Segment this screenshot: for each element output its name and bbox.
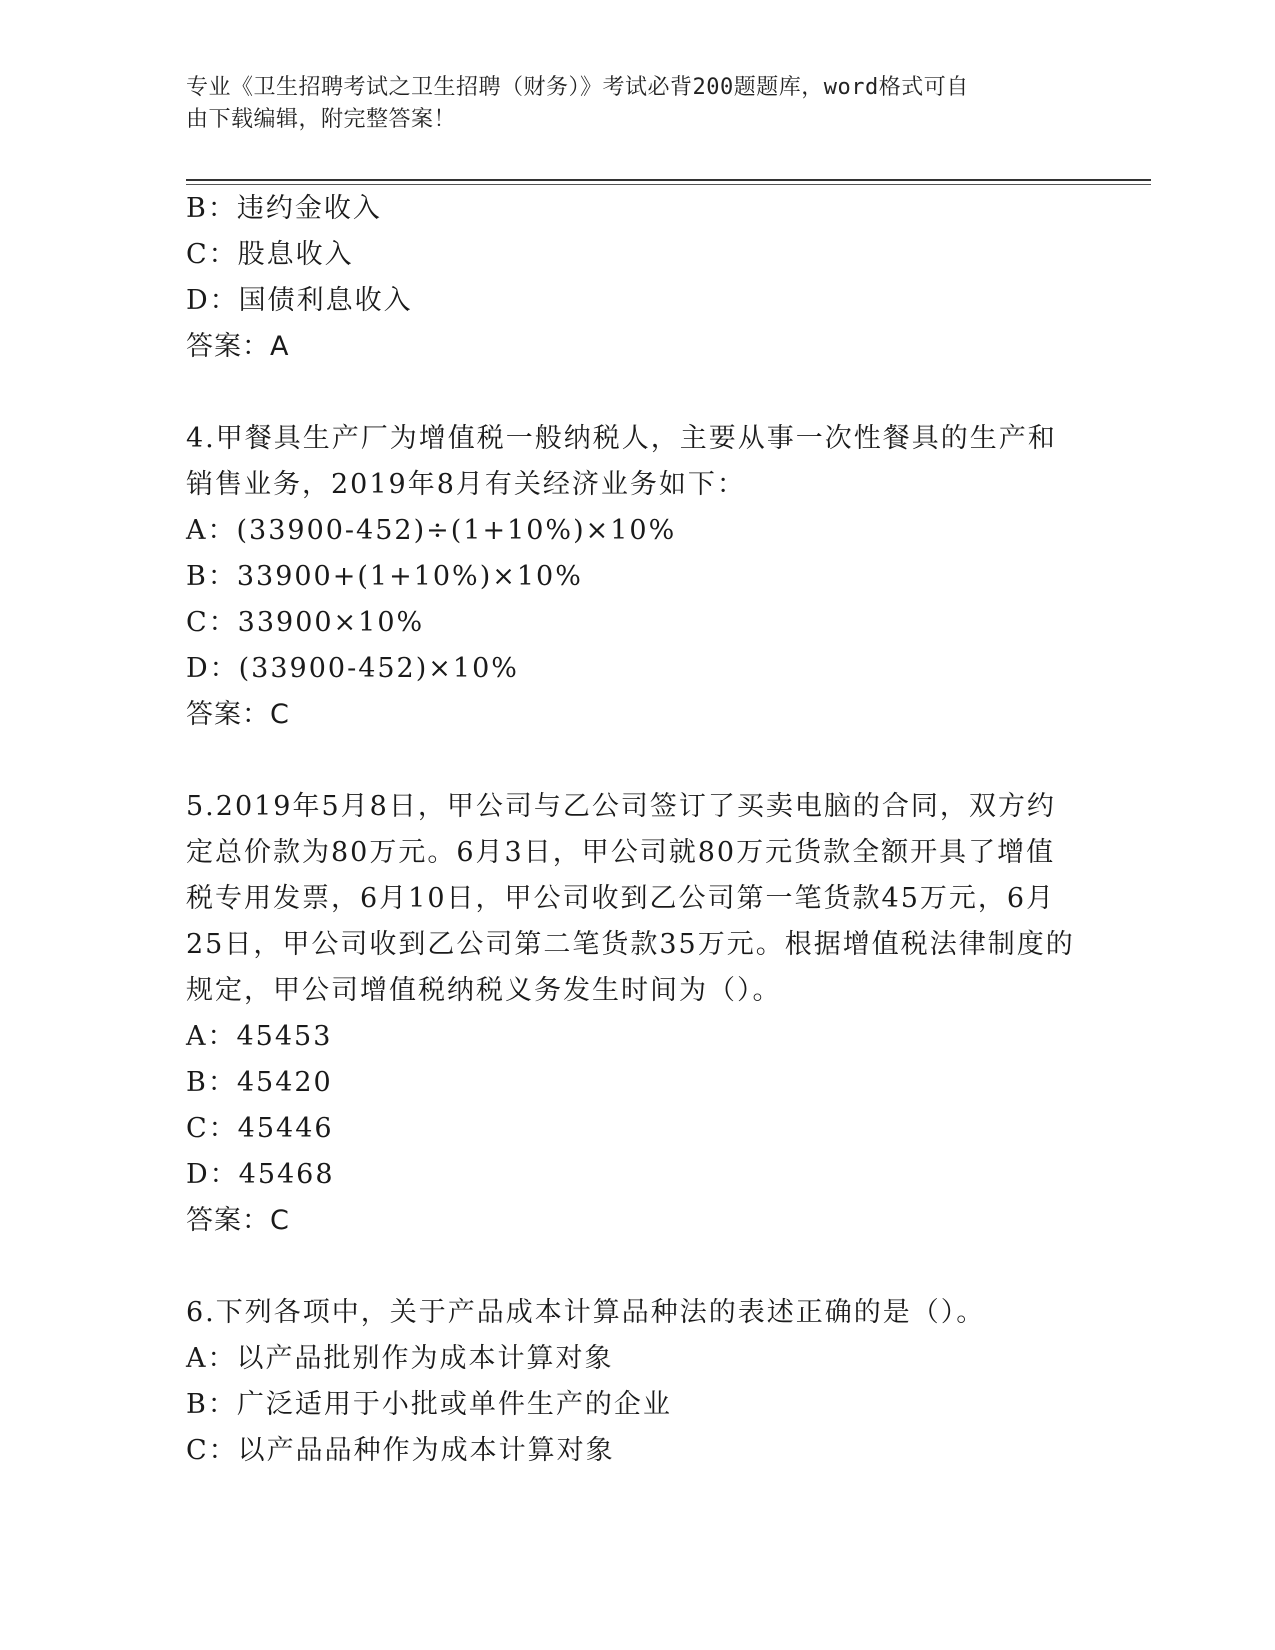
option-d: D：45468 bbox=[186, 1159, 335, 1190]
answer: 答案：A bbox=[186, 331, 290, 362]
option-b: B：45420 bbox=[186, 1067, 333, 1098]
option-c: C：股息收入 bbox=[186, 239, 354, 270]
question-4 bbox=[186, 416, 1086, 738]
header-divider-thin bbox=[186, 184, 1151, 185]
question-6 bbox=[186, 1290, 1086, 1474]
question-5 bbox=[186, 784, 1086, 1244]
question-stem-line: 税专用发票，6月10日，甲公司收到乙公司第一笔货款45万元，6月 bbox=[186, 883, 1056, 914]
answer: 答案：C bbox=[186, 699, 290, 730]
question-stem-line: 4.甲餐具生产厂为增值税一般纳税人，主要从事一次性餐具的生产和 bbox=[186, 423, 1057, 454]
option-b: B：广泛适用于小批或单件生产的企业 bbox=[186, 1389, 672, 1420]
option-a: A：以产品批别作为成本计算对象 bbox=[186, 1343, 614, 1374]
option-d: D：(33900-452)×10% bbox=[186, 653, 519, 684]
option-c: C：45446 bbox=[186, 1113, 334, 1144]
question-stem-line: 销售业务，2019年8月有关经济业务如下： bbox=[186, 469, 746, 500]
question-stem-line: 定总价款为80万元。6月3日，甲公司就80万元货款全额开具了增值 bbox=[186, 837, 1056, 868]
question-3-continuation bbox=[186, 186, 1086, 370]
question-stem-line: 5.2019年5月8日，甲公司与乙公司签订了买卖电脑的合同，双方约 bbox=[186, 791, 1056, 822]
option-b: B：33900+(1+10%)×10% bbox=[186, 561, 583, 592]
document-header bbox=[186, 72, 1066, 136]
question-stem-line: 规定，甲公司增值税纳税义务发生时间为（）。 bbox=[186, 975, 782, 1006]
option-c: C：33900×10% bbox=[186, 607, 425, 638]
option-b: B：违约金收入 bbox=[186, 193, 382, 224]
header-line-2: 由下载编辑，附完整答案！ bbox=[186, 107, 457, 132]
header-line-1: 专业《卫生招聘考试之卫生招聘（财务）》考试必背200题题库，word格式可自 bbox=[186, 75, 969, 100]
document-body bbox=[186, 186, 1086, 1474]
header-divider-thick bbox=[186, 179, 1151, 181]
spacer bbox=[186, 738, 1086, 784]
option-d: D：国债利息收入 bbox=[186, 285, 413, 316]
question-stem-line: 6.下列各项中，关于产品成本计算品种法的表述正确的是（）。 bbox=[186, 1297, 986, 1328]
question-stem-line: 25日，甲公司收到乙公司第二笔货款35万元。根据增值税法律制度的 bbox=[186, 929, 1075, 960]
option-a: A：45453 bbox=[186, 1021, 333, 1052]
option-c: C：以产品品种作为成本计算对象 bbox=[186, 1435, 615, 1466]
spacer bbox=[186, 1244, 1086, 1290]
answer: 答案：C bbox=[186, 1205, 290, 1236]
option-a: A：(33900-452)÷(1+10%)×10% bbox=[186, 515, 677, 546]
spacer bbox=[186, 370, 1086, 416]
